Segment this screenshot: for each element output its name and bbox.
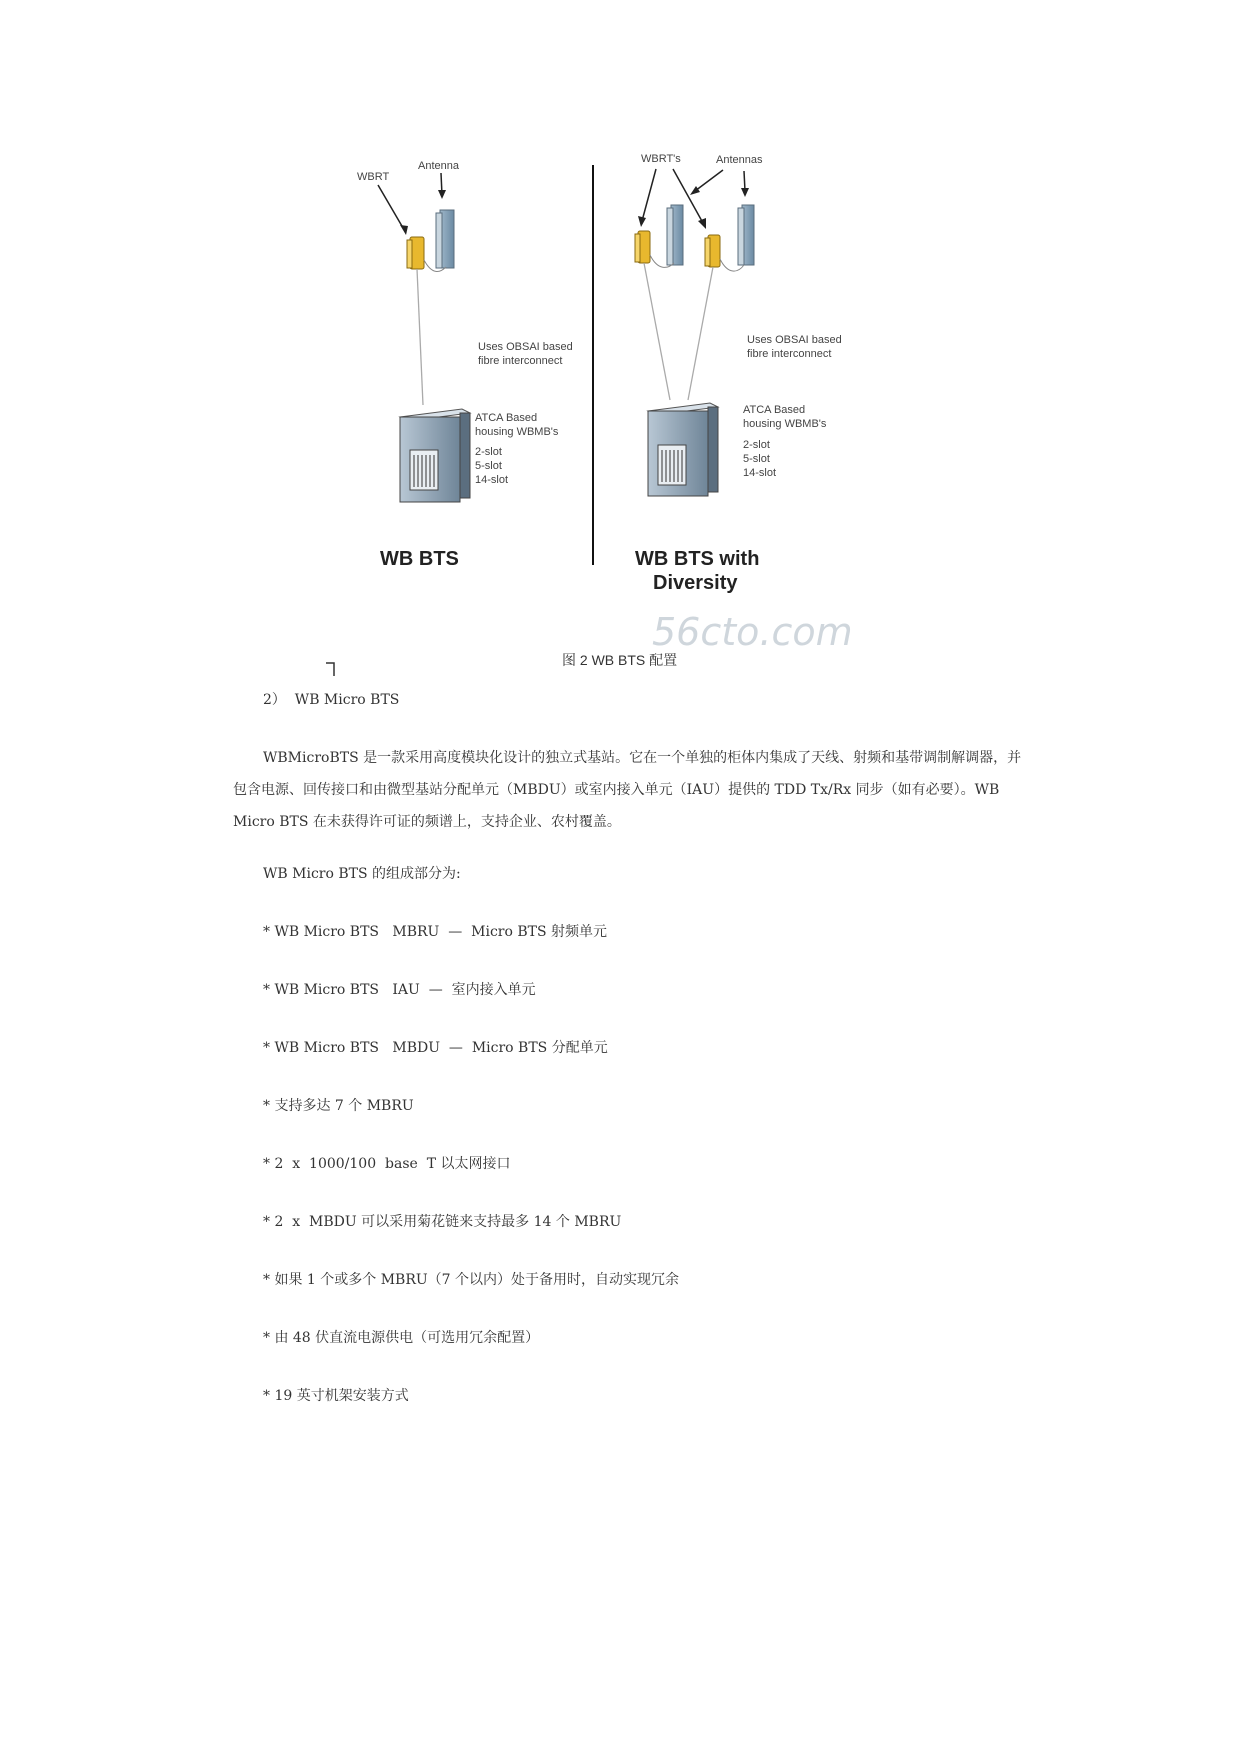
housing-label-1: ATCA Based: [743, 404, 806, 416]
atca-cabinet-icon: [400, 409, 470, 502]
wbrt-radio-icon-1: [635, 231, 650, 263]
housing-label-2: housing WBMB's: [475, 426, 559, 438]
fibre-cable: [417, 269, 423, 405]
interconnect-label-1: Uses OBSAI based: [747, 334, 842, 346]
bullet-item: * 2 x 1000/100 base T 以太网接口: [263, 1156, 511, 1172]
antenna-arrow-1: [695, 170, 723, 191]
antenna-icon: [436, 210, 454, 268]
antenna-icon-2: [738, 205, 754, 265]
bullet-item: * 支持多达 7 个 MBRU: [263, 1098, 414, 1114]
slot-option-5: 5-slot: [475, 460, 502, 472]
crop-mark: [326, 663, 334, 676]
wbrts-label: WBRT's: [641, 153, 681, 165]
bullet-item: * 如果 1 个或多个 MBRU（7 个以内）处于备用时，自动实现冗余: [263, 1272, 680, 1288]
bullet-item: * WB Micro BTS IAU — 室内接入单元: [263, 982, 536, 998]
antenna-arrow-head: [438, 190, 446, 199]
wb-bts-diversity-title-2: Diversity: [653, 572, 738, 594]
slot-option-5: 5-slot: [743, 453, 770, 465]
bullet-item: * 2 x MBDU 可以采用菊花链来支持最多 14 个 MBRU: [263, 1214, 622, 1230]
wb-bts-diagram: [357, 160, 573, 570]
wb-bts-diversity-title-1: WB BTS with: [635, 548, 760, 570]
antenna-icon-1: [667, 205, 683, 265]
atca-cabinet-icon: [648, 403, 718, 496]
wbrt-radio-icon-2: [705, 235, 720, 267]
bullet-item: * 19 英寸机架安装方式: [263, 1388, 409, 1404]
housing-label-1: ATCA Based: [475, 412, 538, 424]
antennas-label: Antennas: [716, 154, 763, 166]
section-heading: 2） WB Micro BTS: [263, 692, 400, 708]
wb-bts-configuration-figure: [357, 153, 970, 755]
wb-bts-title: WB BTS: [380, 548, 459, 570]
interconnect-label-2: fibre interconnect: [478, 355, 563, 367]
components-intro: WB Micro BTS 的组成部分为:: [263, 866, 461, 882]
figure-caption: 图 2 WB BTS 配置: [562, 652, 678, 668]
slot-option-2: 2-slot: [743, 439, 770, 451]
bullet-item: * WB Micro BTS MBRU — Micro BTS 射频单元: [263, 924, 608, 940]
bullet-item: * WB Micro BTS MBDU — Micro BTS 分配单元: [263, 1040, 608, 1056]
fibre-cable-1: [644, 263, 670, 400]
slot-option-2: 2-slot: [475, 446, 502, 458]
antenna-label: Antenna: [418, 160, 459, 172]
slot-option-14: 14-slot: [743, 467, 777, 479]
interconnect-label-2: fibre interconnect: [747, 348, 832, 360]
interconnect-label-1: Uses OBSAI based: [478, 341, 573, 353]
wb-bts-diversity-diagram: [635, 153, 842, 594]
wbrt-radio-icon: [407, 237, 424, 269]
housing-label-2: housing WBMB's: [743, 418, 827, 430]
fibre-cable-2: [688, 267, 713, 400]
wbrt-arrow-head: [400, 225, 408, 235]
wbrt-arrow-1: [642, 169, 656, 221]
wbrt-label: WBRT: [357, 171, 390, 183]
intro-paragraph: WBMicroBTS 是一款采用高度模块化设计的独立式基站。它在一个单独的柜体内集成了天线、射频和基带调制解调器，并包含电源、回传接口和由微型基站分配单元（MBDU）或室内接入单元（IAU）提供的 TDD Tx/Rx 同步（如有必要）。WB Micro BTS 在未获得许可证的频谱上，支持企业、农村覆盖。: [233, 750, 1022, 830]
watermark: 56cto.com: [652, 610, 853, 654]
bullet-item: * 由 48 伏直流电源供电（可选用冗余配置）: [263, 1330, 540, 1346]
slot-option-14: 14-slot: [475, 474, 509, 486]
